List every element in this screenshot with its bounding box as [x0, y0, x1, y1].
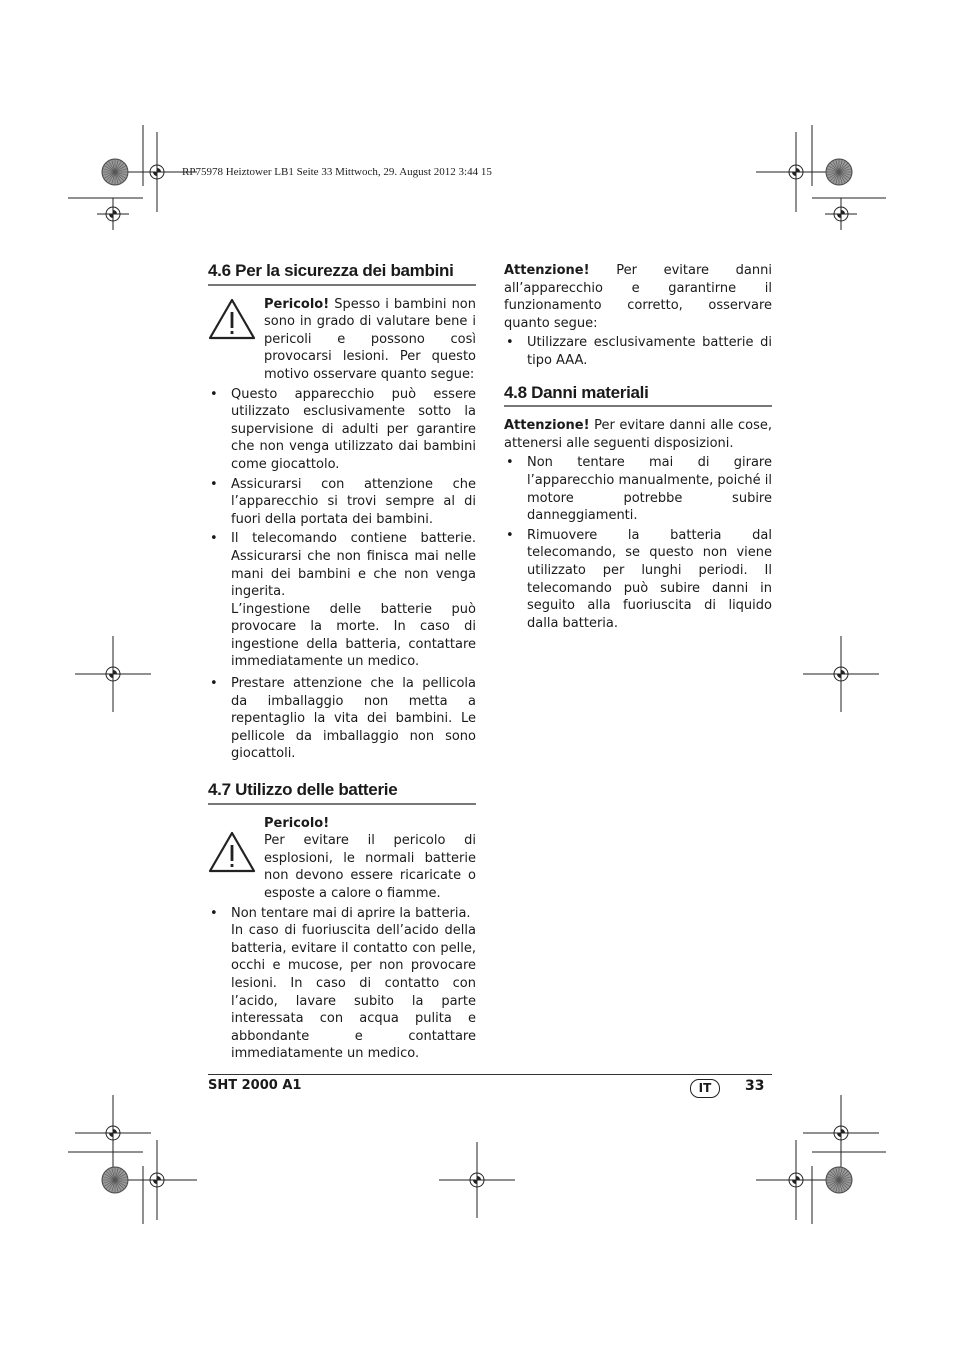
print-slug: RP75978 Heiztower LB1 Seite 33 Mittwoch, 29. August 2012 3:44 15: [182, 166, 492, 178]
list-item: • Rimuovere la batteria dal telecomando, se questo non viene utilizzato per lunghi periodi. Il telecomando può subire danni in seguito alla fuoriuscita di liquido dalla batteria.: [504, 527, 772, 633]
attention-body: Per evitare danni all’apparecchio e garantirne il funzionamento corretto, osservare quanto segue:: [504, 263, 772, 331]
printer-color-disc-icon: [826, 1167, 852, 1193]
warning-label: Pericolo!: [264, 815, 330, 831]
registration-mark-icon: [439, 1142, 515, 1218]
printer-color-disc-icon: [102, 159, 128, 185]
registration-mark-icon: [803, 1095, 879, 1171]
registration-mark-icon: [75, 1095, 151, 1171]
list-item: • Utilizzare esclusivamente batterie di tipo AAA.: [504, 334, 772, 369]
list-item: • Non tentare mai di aprire la batteria.: [208, 905, 476, 923]
printer-color-disc-icon: [826, 159, 852, 185]
language-badge: IT: [690, 1079, 720, 1098]
warning-body: Spesso i bambini non sono in grado di valutare bene i pericoli e possono così provocarsi lesioni. Per questo motivo osservare quanto segue:: [264, 296, 476, 382]
registration-mark-icon: [756, 132, 836, 212]
section-heading-4-6: 4.6 Per la sicurezza dei bambini: [208, 262, 476, 286]
footer-model: SHT 2000 A1: [208, 1078, 302, 1093]
attention-label: Attenzione!: [504, 263, 590, 278]
list-item: • Non tentare mai di girare l’apparecchio manualmente, poiché il motore potrebbe subire danneggiamenti.: [504, 454, 772, 524]
registration-mark-icon: [75, 636, 151, 712]
attention-body: Per evitare danni alle cose, attenersi alle seguenti disposizioni.: [504, 418, 772, 451]
warning-body: Per evitare il pericolo di esplosioni, le normali batterie non devono essere ricaricate o esposte a calore o fiamme.: [264, 833, 476, 901]
section-heading-4-8: 4.8 Danni materiali: [504, 384, 772, 408]
battery-ingestion-note: L’ingestione delle batterie può provocare la morte. In caso di ingestione della batteria, contattare immediatamente un medico.: [231, 601, 476, 670]
attention-label: Attenzione!: [504, 418, 590, 434]
registration-mark-icon: [803, 636, 879, 712]
printer-color-disc-icon: [102, 1167, 128, 1193]
list-item: • Prestare attenzione che la pellicola da imballaggio non metta a repentaglio la vita dei bambini. Le pellicole da imballaggio non sono giocattoli.: [208, 675, 476, 763]
list-item: • Assicurarsi con attenzione che l’apparecchio si trovi sempre al di fuori della portata dei bambini.: [208, 476, 476, 529]
registration-mark-icon: [825, 198, 857, 230]
battery-acid-note: In caso di fuoriuscita dell’acido della batteria, evitare il contatto con pelle, occhi e mucose, per non provocare lesioni. In caso di contatto con l’acido, lavare subito la parte interessata con acqua pulita e abbondante e contattare immediatamente un medico.: [231, 923, 476, 1062]
list-item: • Questo apparecchio può essere utilizzato esclusivamente sotto la supervisione di adulti per garantire che non venga utilizzato dai bambini come giocattolo.: [208, 386, 476, 474]
warning-label: Pericolo!: [264, 296, 330, 312]
page-number: 33: [745, 1078, 765, 1094]
section-heading-4-7: 4.7 Utilizzo delle batterie: [208, 781, 476, 805]
registration-mark-icon: [117, 132, 197, 212]
list-item: • Il telecomando contiene batterie. Assicurarsi che non finisca mai nelle mani dei bambini e che non venga ingerita.: [208, 530, 476, 600]
registration-mark-icon: [97, 198, 129, 230]
